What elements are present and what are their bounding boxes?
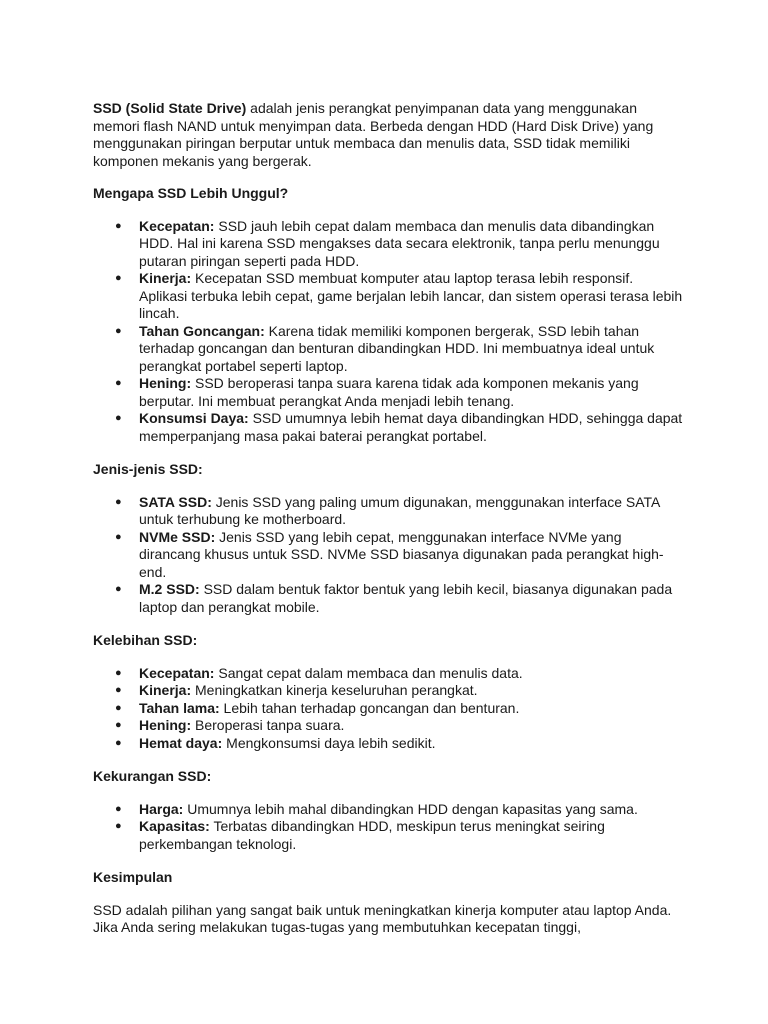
item-term: Kecepatan: (139, 664, 215, 681)
section-heading-keunggulan: Mengapa SSD Lebih Unggul? (93, 185, 289, 201)
bullet-icon: ● (115, 802, 122, 815)
bullet-icon: ● (115, 412, 122, 424)
item-text: Mengkonsumsi daya lebih sedikit. (222, 734, 436, 751)
list-item (93, 801, 683, 819)
item-term: Tahan Goncangan: (139, 322, 265, 339)
item-term: Harga: (139, 800, 184, 817)
intro-term: SSD (Solid State Drive) (93, 100, 247, 116)
list-item (93, 218, 683, 271)
section-heading-kekurangan: Kekurangan SSD: (93, 768, 212, 784)
item-text: Kecepatan SSD membuat komputer atau laptop terasa lebih responsif. Aplikasi terbuka lebih cepat, game berjalan lebih lancar, dan sistem operasi terasa lebih lincah. (139, 270, 683, 321)
item-text: Umumnya lebih mahal dibandingkan HDD dengan kapasitas yang sama. (183, 800, 638, 817)
item-term: Kecepatan: (139, 217, 215, 234)
bullet-icon: ● (115, 684, 122, 696)
list-item (93, 410, 683, 445)
list-kekurangan (93, 801, 683, 854)
bullet-icon: ● (115, 377, 122, 389)
bullet-icon: ● (115, 701, 122, 714)
item-term: Hening: (139, 375, 192, 391)
item-text: SSD dalam bentuk faktor bentuk yang lebih kecil, biasanya digunakan pada laptop dan perangkat mobile. (139, 581, 673, 615)
bullet-icon: ● (115, 219, 122, 232)
item-term: Kapasitas: (139, 818, 210, 834)
item-term: SATA SSD: (139, 493, 212, 510)
list-item (93, 665, 683, 683)
item-term: Konsumsi Daya: (139, 410, 249, 426)
item-text: SSD jauh lebih cepat dalam membaca dan menulis data dibandingkan HDD. Hal ini karena SSD mengakses data secara elektronik, tanpa perlu menunggu putaran piringan seperti pada HDD. (139, 217, 660, 269)
list-kelebihan (93, 665, 683, 753)
intro-paragraph (93, 100, 683, 170)
item-text: Terbatas dibandingkan HDD, meskipun terus meningkat seiring perkembangan teknologi. (139, 818, 605, 852)
list-jenis (93, 494, 683, 617)
list-item (93, 529, 683, 582)
item-term: NVMe SSD: (139, 528, 216, 545)
list-item (93, 682, 683, 700)
item-text: SSD umumnya lebih hemat daya dibandingkan HDD, sehingga dapat memperpanjang masa pakai baterai perangkat portabel. (139, 410, 683, 444)
item-text: Jenis SSD yang paling umum digunakan, menggunakan interface SATA untuk terhubung ke motherboard. (139, 493, 660, 527)
section-heading-kelebihan: Kelebihan SSD: (93, 632, 198, 648)
bullet-icon: ● (115, 530, 122, 543)
item-text: Jenis SSD yang lebih cepat, menggunakan interface NVMe yang dirancang khusus untuk SSD. NVMe SSD biasanya digunakan pada perangkat high-end. (139, 528, 664, 580)
list-item (93, 700, 683, 718)
section-heading-jenis: Jenis-jenis SSD: (93, 461, 203, 477)
list-item (93, 818, 683, 853)
item-text: SSD beroperasi tanpa suara karena tidak ada komponen mekanis yang berputar. Ini membuat perangkat Anda menjadi lebih tenang. (139, 375, 639, 409)
bullet-icon: ● (115, 583, 122, 595)
list-item (93, 494, 683, 529)
item-text: Lebih tahan terhadap goncangan dan benturan. (219, 699, 520, 716)
bullet-icon: ● (115, 272, 122, 284)
bullet-icon: ● (115, 719, 122, 731)
bullet-icon: ● (115, 666, 122, 679)
bullet-icon: ● (115, 820, 122, 832)
item-term: Hemat daya: (139, 734, 223, 751)
item-term: Hening: (139, 717, 192, 733)
item-term: Kinerja: (139, 270, 192, 286)
item-term: Tahan lama: (139, 699, 220, 716)
intro-text: adalah jenis perangkat penyimpanan data yang menggunakan memori flash NAND untuk menyimpan data. Berbeda dengan HDD (Hard Disk Drive) yang menggunakan piringan berputar untuk membaca dan menulis data, SSD tidak memiliki komponen mekanis yang bergerak. (93, 100, 654, 169)
list-item (93, 735, 683, 753)
list-item (93, 717, 683, 735)
item-text: Meningkatkan kinerja keseluruhan perangkat. (191, 682, 478, 698)
list-item (93, 581, 683, 616)
item-text: Beroperasi tanpa suara. (191, 717, 345, 733)
item-term: Kinerja: (139, 682, 192, 698)
bullet-icon: ● (115, 324, 122, 337)
item-text: Karena tidak memiliki komponen bergerak, SSD lebih tahan terhadap goncangan dan benturan dibandingkan HDD. Ini membuatnya ideal untuk perangkat portabel seperti laptop. (139, 322, 655, 374)
bullet-icon: ● (115, 495, 122, 508)
list-keunggulan (93, 218, 683, 446)
list-item (93, 323, 683, 376)
item-text: Sangat cepat dalam membaca dan menulis data. (214, 664, 523, 681)
item-term: M.2 SSD: (139, 581, 200, 597)
conclusion-paragraph: SSD adalah pilihan yang sangat baik untuk meningkatkan kinerja komputer atau laptop Anda. Jika Anda sering melakukan tugas-tugas yang membutuhkan kecepatan tinggi, (93, 901, 672, 935)
list-item (93, 375, 683, 410)
conclusion-heading: Kesimpulan (93, 869, 173, 885)
list-item (93, 270, 683, 323)
document-page (93, 100, 683, 937)
bullet-icon: ● (115, 736, 122, 749)
